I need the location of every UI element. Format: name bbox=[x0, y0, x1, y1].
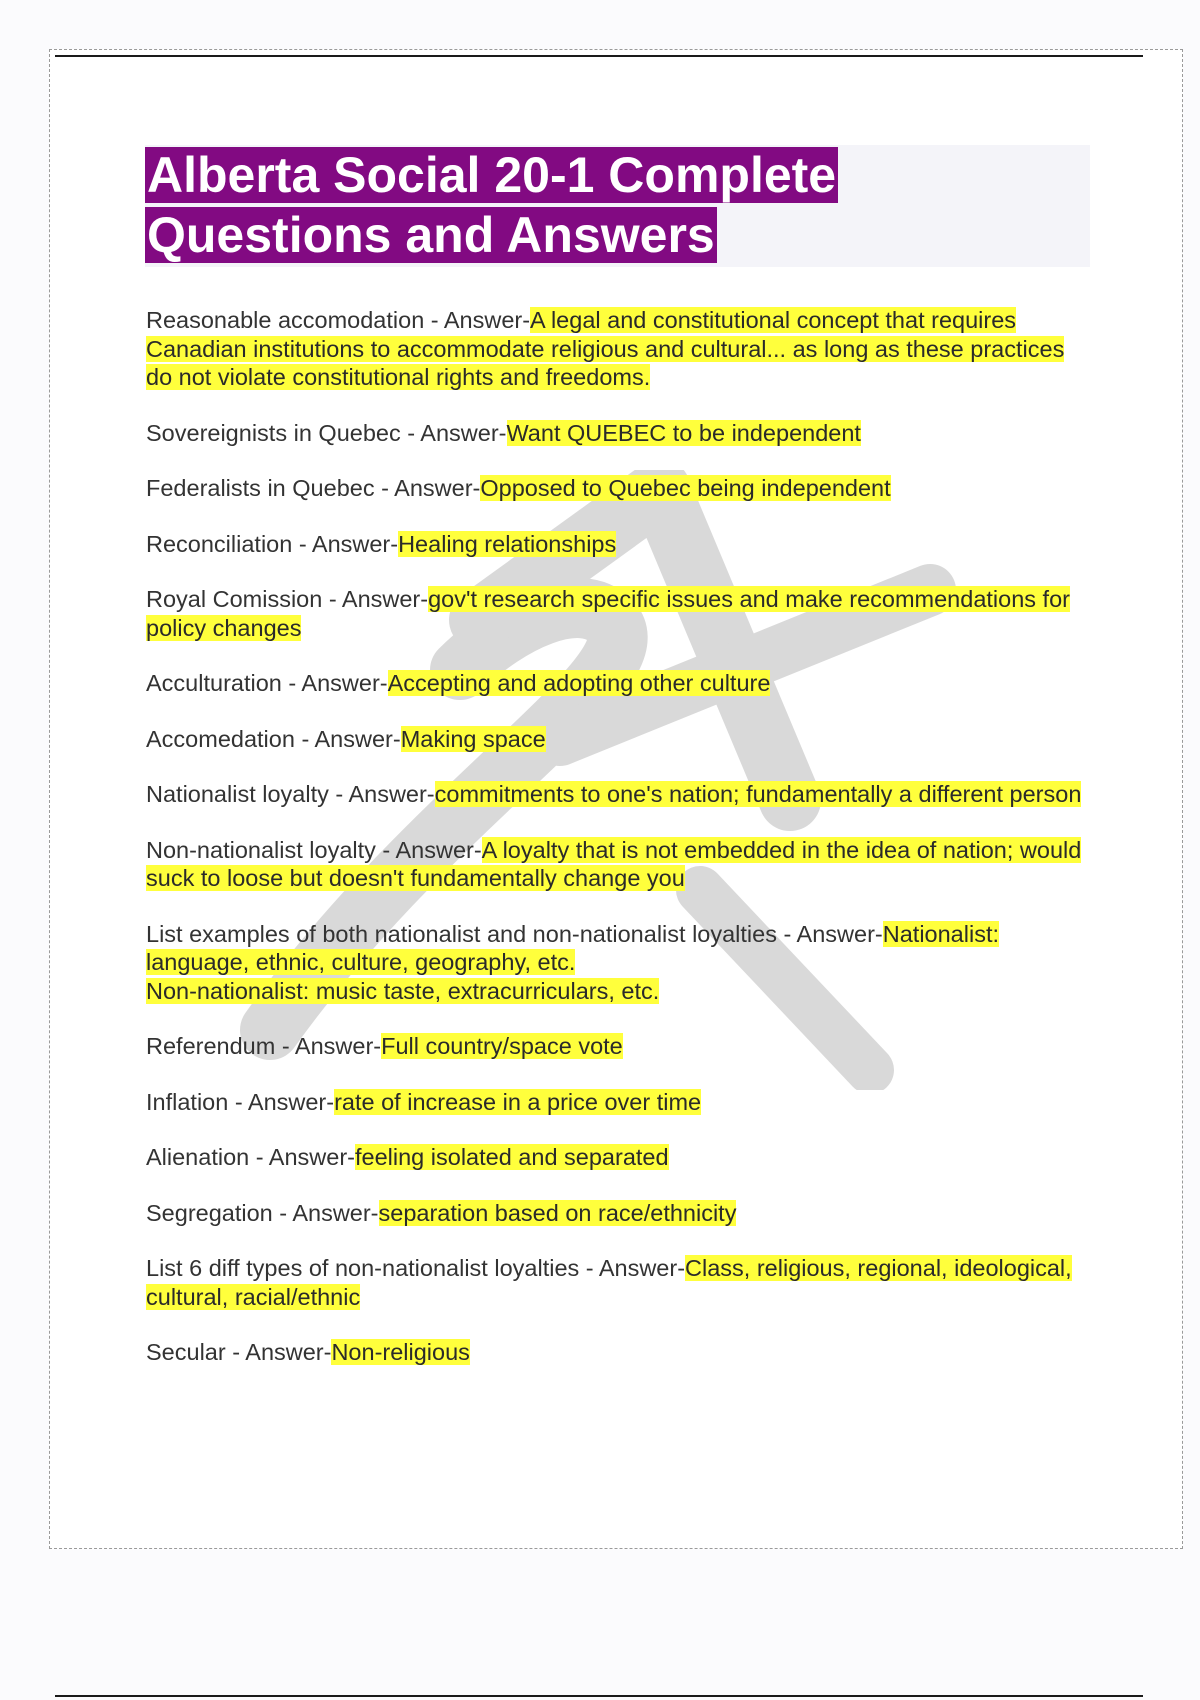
qa-item bbox=[146, 836, 1096, 893]
qa-answer: Making space bbox=[400, 725, 546, 752]
qa-item bbox=[146, 1199, 1096, 1228]
qa-item bbox=[146, 1143, 1096, 1172]
title-line-1: Alberta Social 20-1 Complete bbox=[147, 147, 837, 203]
qa-item bbox=[146, 474, 1096, 503]
qa-answer: separation based on race/ethnicity bbox=[378, 1199, 737, 1226]
qa-answer: A legal and constitutional concept that requires Canadian institutions to accommodate religious and cultural... as long as these practices do not violate constitutional rights and freedoms. bbox=[146, 307, 1065, 390]
title-line-2: Questions and Answers bbox=[147, 207, 715, 263]
qa-item bbox=[146, 585, 1096, 642]
qa-item bbox=[146, 1254, 1096, 1311]
qa-term: Sovereignists in Quebec - Answer- bbox=[146, 419, 507, 446]
qa-answer: Non-religious bbox=[331, 1339, 470, 1365]
top-divider bbox=[55, 55, 1143, 57]
qa-term: List examples of both nationalist and non-nationalist loyalties - Answer- bbox=[146, 920, 883, 947]
qa-item bbox=[146, 669, 1096, 698]
qa-answer: Want QUEBEC to be independent bbox=[506, 419, 861, 446]
qa-item bbox=[146, 780, 1096, 809]
qa-item bbox=[146, 920, 1096, 1006]
qa-term: Non-nationalist loyalty - Answer- bbox=[146, 836, 482, 863]
qa-answer: rate of increase in a price over time bbox=[334, 1088, 702, 1115]
qa-answer: Accepting and adopting other culture bbox=[387, 670, 771, 696]
qa-answer: commitments to one's nation; fundamentally a different person bbox=[434, 781, 1082, 807]
qa-answer: gov't research specific issues and make recommendations for policy changes bbox=[146, 586, 1070, 641]
qa-item bbox=[146, 530, 1096, 559]
bottom-divider bbox=[55, 1695, 1143, 1697]
qa-term: Royal Comission - Answer- bbox=[146, 586, 429, 612]
qa-term: Segregation - Answer- bbox=[146, 1199, 379, 1226]
qa-term: List 6 diff types of non-nationalist loyalties - Answer- bbox=[146, 1255, 686, 1281]
qa-item bbox=[146, 725, 1096, 754]
qa-answer: Healing relationships bbox=[398, 530, 617, 557]
qa-term: Secular - Answer- bbox=[146, 1339, 332, 1365]
qa-term: Reconciliation - Answer- bbox=[146, 530, 399, 557]
qa-term: Accomedation - Answer- bbox=[146, 725, 401, 752]
qa-term: Acculturation - Answer- bbox=[146, 670, 388, 696]
qa-item bbox=[146, 1088, 1096, 1117]
qa-item bbox=[146, 1338, 1096, 1367]
qa-item bbox=[146, 419, 1096, 448]
qa-term: Federalists in Quebec - Answer- bbox=[146, 475, 481, 501]
qa-answer: Opposed to Quebec being independent bbox=[480, 475, 891, 501]
qa-item bbox=[146, 306, 1096, 392]
qa-list bbox=[146, 306, 1096, 1394]
qa-term: Alienation - Answer- bbox=[146, 1144, 355, 1170]
qa-answer: Full country/space vote bbox=[381, 1033, 623, 1059]
document-title bbox=[145, 145, 1045, 265]
qa-answer-second-line: Non-nationalist: music taste, extracurriculars, etc. bbox=[146, 977, 660, 1004]
qa-term: Reasonable accomodation - Answer- bbox=[146, 307, 531, 333]
qa-term: Referendum - Answer- bbox=[146, 1033, 382, 1059]
qa-item bbox=[146, 1032, 1096, 1061]
qa-term: Inflation - Answer- bbox=[146, 1088, 335, 1115]
qa-answer: Class, religious, regional, ideological, cultural, racial/ethnic bbox=[146, 1255, 1072, 1310]
qa-answer: A loyalty that is not embedded in the idea of nation; would suck to loose but doesn't fundamentally change you bbox=[146, 836, 1082, 891]
qa-answer: feeling isolated and separated bbox=[355, 1144, 669, 1170]
qa-answer: Nationalist: language, ethnic, culture, geography, etc. bbox=[146, 920, 999, 975]
qa-term: Nationalist loyalty - Answer- bbox=[146, 781, 435, 807]
